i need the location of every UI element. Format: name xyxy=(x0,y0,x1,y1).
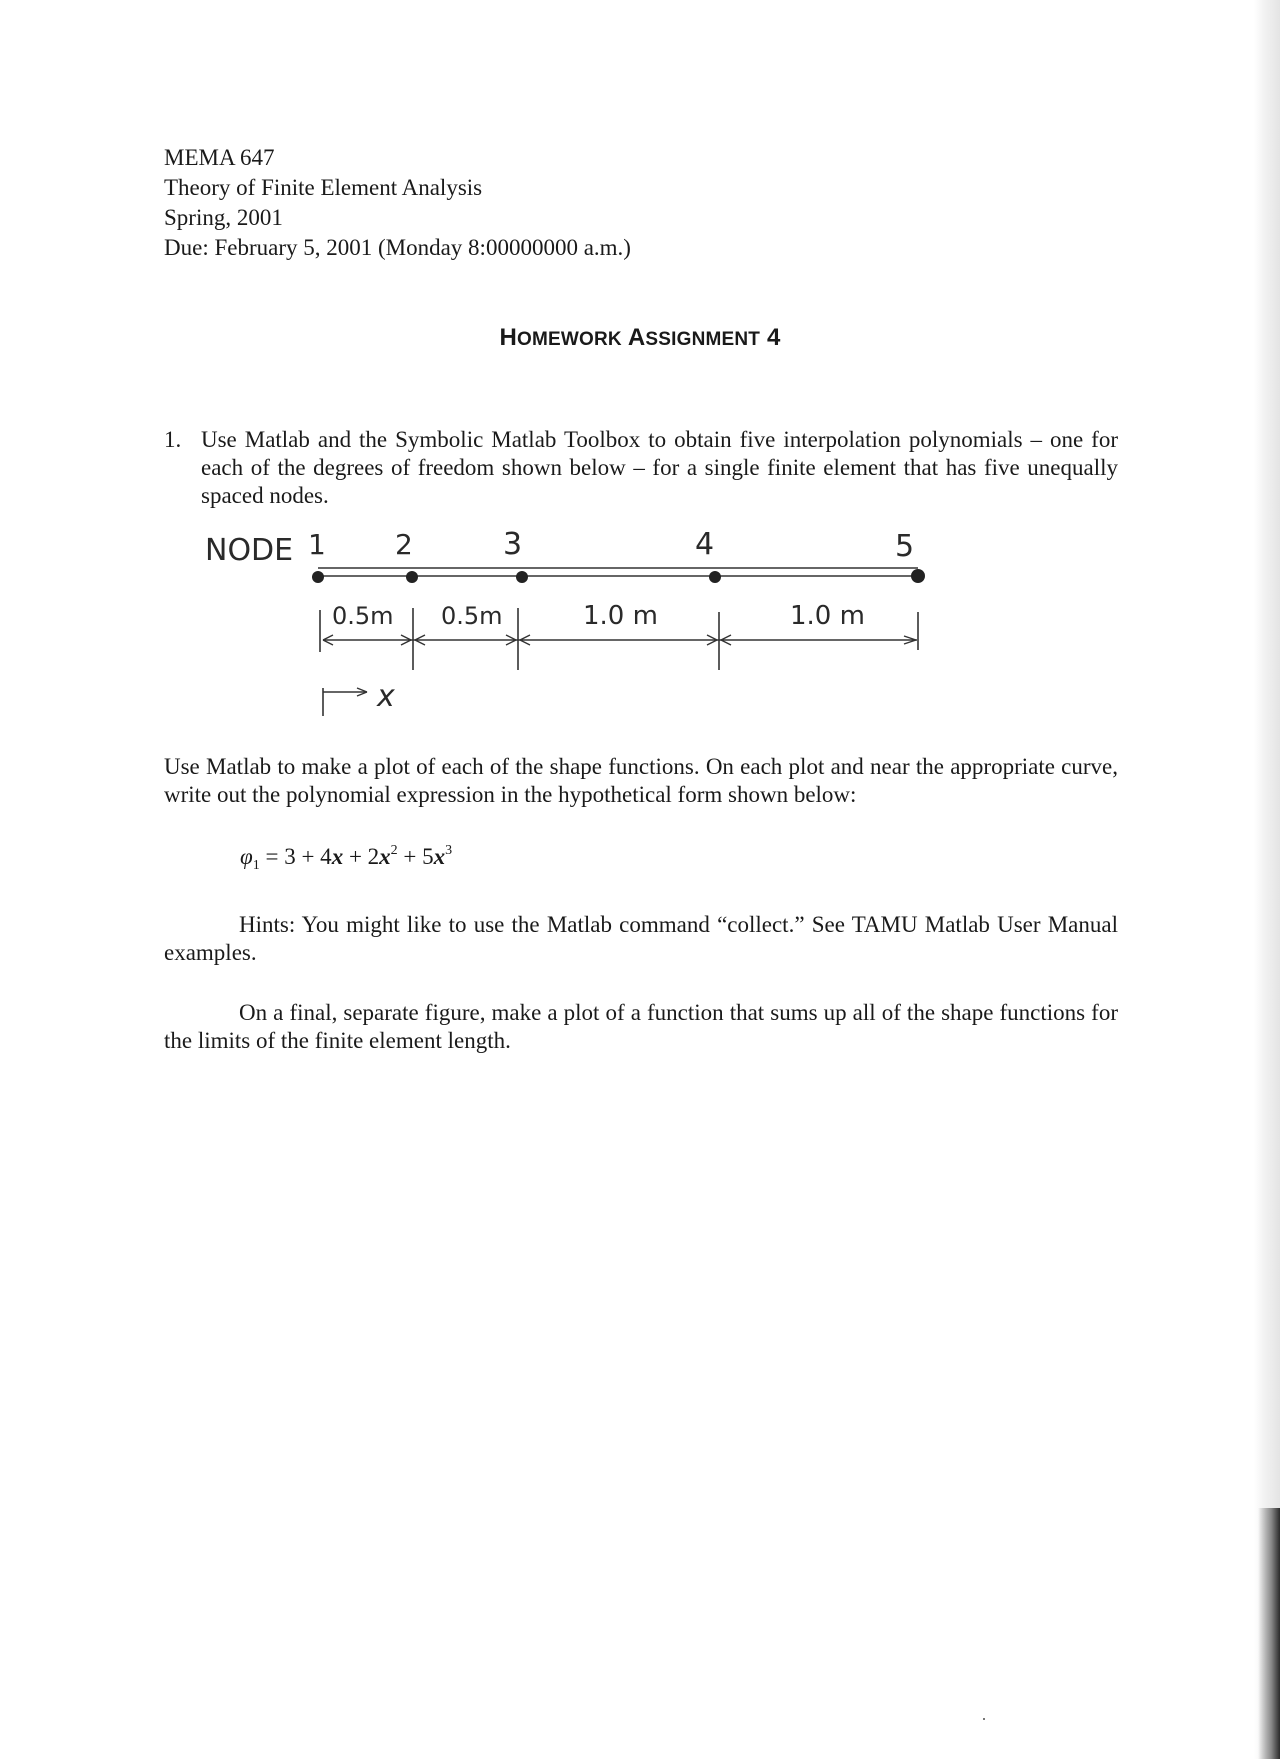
eq-var-2: x xyxy=(379,844,391,869)
node-number-2: 2 xyxy=(395,528,413,561)
eq-var-3: x xyxy=(433,844,446,869)
final-text: On a final, separate figure, make a plot of a function that sums up all of the shape functions for the limits of the finite element length. xyxy=(164,1000,1118,1053)
eq-part1: = 3 + 4 xyxy=(259,844,332,869)
instructions-paragraph: Use Matlab to make a plot of each of the shape functions. On each plot and near the appropriate curve, write out the polynomial expression in the hypothetical form shown below: xyxy=(164,754,1118,807)
node-dot-2 xyxy=(406,571,418,583)
node-dot-3 xyxy=(516,571,528,583)
segment-label-1: 0.5m xyxy=(332,602,394,630)
segment-label-4: 1.0 m xyxy=(790,601,865,631)
hints-text: Hints: You might like to use the Matlab command “collect.” See TAMU Matlab User Manual examples. xyxy=(164,912,1118,965)
eq-var-1: x xyxy=(331,844,344,869)
hints-paragraph xyxy=(164,911,1118,967)
x-axis-label: x xyxy=(377,679,395,714)
final-paragraph xyxy=(164,999,1118,1055)
eq-exp2: 2 xyxy=(390,843,398,858)
problem-1 xyxy=(164,426,1118,510)
segment-label-2: 0.5m xyxy=(441,602,503,630)
problem-number: 1. xyxy=(164,427,182,452)
assignment-title xyxy=(0,324,1280,352)
course-term: Spring, 2001 xyxy=(164,205,283,230)
node-label: NODE xyxy=(205,533,294,568)
scan-shadow xyxy=(1254,0,1280,1759)
course-header xyxy=(164,143,631,263)
course-code: MEMA 647 xyxy=(164,145,275,170)
example-equation xyxy=(240,843,452,874)
title-initial-2: A xyxy=(627,324,646,351)
scan-speck xyxy=(983,1718,985,1720)
problem-text: Use Matlab and the Symbolic Matlab Toolbox to obtain five interpolation polynomials – one for each of the degrees of freedom shown below – for a single finite element that has five unequally spaced nodes. xyxy=(201,427,1118,508)
node-dot-5 xyxy=(911,569,925,583)
node-number-4: 4 xyxy=(695,527,715,562)
node-number-1: 1 xyxy=(308,528,326,561)
segment-label-3: 1.0 m xyxy=(583,601,658,631)
node-dot-4 xyxy=(709,571,721,583)
title-initial-1: H xyxy=(499,324,517,351)
node-dot-1 xyxy=(312,571,324,583)
element-diagram xyxy=(195,520,955,725)
title-number: 4 xyxy=(767,324,781,351)
title-rest-1: OMEWORK xyxy=(516,329,622,350)
eq-exp3: 3 xyxy=(445,843,453,858)
node-number-3: 3 xyxy=(503,527,523,562)
eq-part3: + 5 xyxy=(397,844,434,869)
scan-shadow-dark xyxy=(1258,1508,1280,1759)
title-rest-2: SSIGNMENT xyxy=(645,329,761,350)
eq-sub: 1 xyxy=(252,858,260,873)
due-date: Due: February 5, 2001 (Monday 8:00000000 a.m.) xyxy=(164,235,631,260)
eq-phi: φ xyxy=(240,844,253,869)
course-title: Theory of Finite Element Analysis xyxy=(164,175,483,200)
node-number-5: 5 xyxy=(895,529,915,564)
eq-part2: + 2 xyxy=(343,844,380,869)
